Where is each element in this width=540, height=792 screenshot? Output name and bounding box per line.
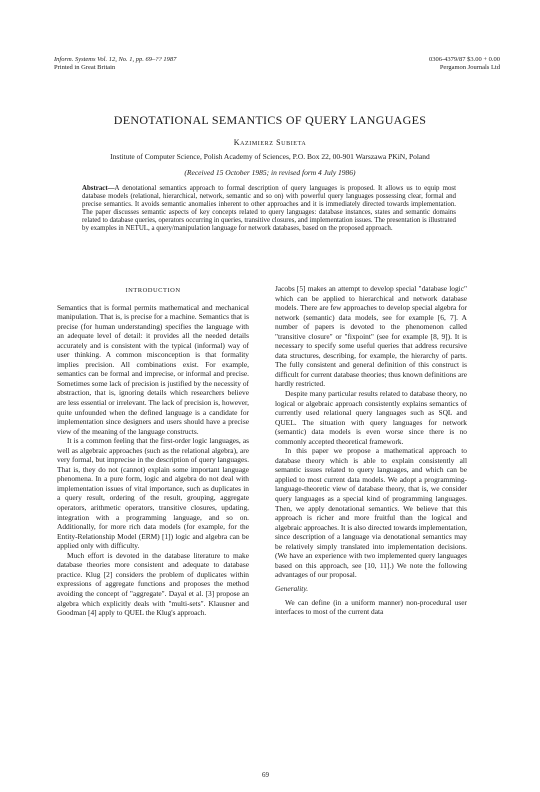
paragraph: Much effort is devoted in the database literature to make database theories more consistent and adequate to database practice. Klug [2] considers the problem of duplicates within expressions of aggregate functions and proposes the method avoiding the concept of "aggregate". Dayal et al. [3] propose an algebra which explicitly deals with "multi-sets". Klausner and Goodman [4] apply to QUEL the Klug's approach. [57, 550, 249, 618]
printed-in: Printed in Great Britain [54, 64, 116, 71]
publisher-header [400, 56, 500, 72]
paragraph: In this paper we propose a mathematical approach to database theory which is able to explain consistently all semantic issues related to query languages, and which can be applied to most current data models. We adopt a programming-language-theoretic view of database theory, that is, we consider query languages as a special kind of programming languages. Then, we apply denotational semantics. We believe that this approach is richer and more fruitful than the logical and algebraic approaches. It is also directed towards implementation, since description of a language via denotational semantics may be relatively simply translated into implementation decisions. (We have an experience with two implemented query languages based on this approach, see [10, 11].) We note the following advantages of our proposal. [275, 446, 467, 580]
publisher-name: Pergamon Journals Ltd [439, 64, 500, 71]
section-heading-introduction: INTRODUCTION [125, 287, 181, 294]
journal-header [54, 56, 176, 72]
left-column [57, 284, 249, 618]
abstract [82, 185, 456, 234]
paragraph: Semantics that is formal permits mathematical and mechanical manipulation. That is, is precise for a machine. Semantics that is precise (for human understanding) specifies the language with an adequate level of detail: it provides all the needed details accurately and is consistent with the typical (informal) way of user thinking. A common misconception is that formality implies precision. All combinations exist. For example, semantics can be formal and imprecise, or informal and precise. Sometimes some lack of precision is justified by the necessity of abstraction, that is, ignoring details which researchers believe are less essential or irrelevant. The lack of precision is, however, quite unfounded when the defined language is a candidate for implementation since designers and users should have a precise view of the meaning of the language constructs. [57, 302, 249, 436]
page-number: 69 [262, 771, 269, 779]
paper-title: DENOTATIONAL SEMANTICS OF QUERY LANGUAGES [113, 113, 427, 127]
journal-citation: Inform. Systems Vol. 12, No. 1, pp. 69–?? 1987 [54, 56, 177, 63]
received-dates: (Received 15 October 1985; in revised form 4 July 1986) [184, 168, 356, 177]
paragraph: Jacobs [5] makes an attempt to develop special "database logic" which can be applied to hierarchical and network database models. There are few approaches to develop special algebra for network (semantic) data models, see for example [6, 7]. A number of papers is devoted to the phenomenon called "transitive closure" or "fixpoint" (see for example [8, 9]). It is necessary to specify some useful queries that address recursive data structures, describing, for example, the hierarchy of parts. The fully consistent and general definition of this construct is difficult for current database theories; thus known definitions are hardly restricted. [275, 284, 467, 389]
abstract-text: A denotational semantics approach to formal description of query languages is proposed. It allows us to equip most database models (relational, hierarchical, network, semantic and so on) with powerful query languages possessing clear, formal and precise semantics. It avoids semantic anomalies inherent to other approaches and it is immediately directed towards implementation. The paper discusses semantic aspects of key concepts related to query languages: database instances, states and semantic domains related to database queries, operators occurring in queries, transitive closures, and implementation issues. The presentation is illustrated by examples in NETUL, a query/manipulation language for network databases, based on the proposed approach. [82, 185, 456, 233]
paragraph: Despite many particular results related to database theory, no logical or algebraic approach consistently explains semantics of currently used relational query languages such as SQL and QUEL. The situation with query languages for network (semantic) data models is even worse since there is no commonly accepted theoretical framework. [275, 389, 467, 446]
right-column [275, 284, 467, 617]
abstract-label: Abstract— [82, 185, 115, 192]
subheading-generality: Generality. [275, 583, 309, 593]
issn-price: 0306-4379/87 $3.00 + 0.00 [428, 56, 500, 63]
paragraph: We can define (in a uniform manner) non-procedural user interfaces to most of the current data [275, 597, 467, 617]
author-name: Kazimierz Subieta [233, 138, 307, 147]
paragraph: It is a common feeling that the first-order logic languages, as well as algebraic approaches (such as the relational algebra), are very formal, but imprecise in the description of query languages. That is, they do not (cannot) explain some important language phenomena. In a pure form, logic and algebra do not deal with implementation issues of vital importance, such as duplicates in a query result, ordering of the result, grouping, aggregate operators, arithmetic operators, transitive closures, updating, integration with a programming language, and so on. Additionally, for more rich data models (for example, for the Entity-Relationship Model (ERM) [1]) logic and algebra can be applied only with difficulty. [57, 436, 249, 551]
author-affiliation: Institute of Computer Science, Polish Academy of Sciences, P.O. Box 22, 00-901 Warszawa PKiN, Poland [110, 152, 430, 161]
